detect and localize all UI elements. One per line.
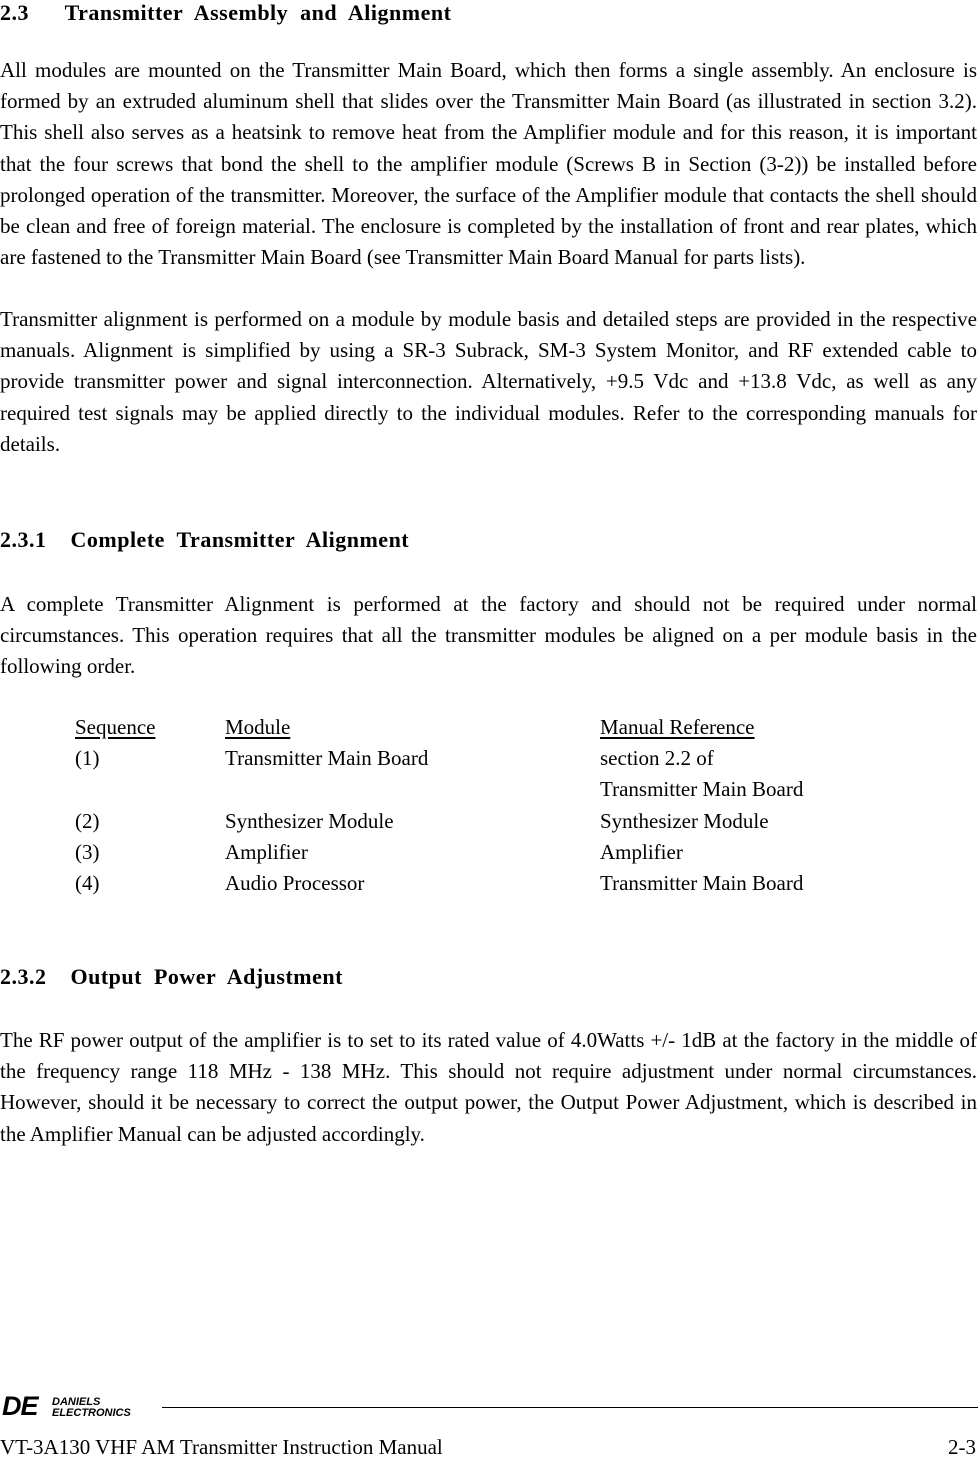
table-row [75,774,875,805]
table-cell-reference: Amplifier [600,839,683,864]
table-header-sequence: Sequence [75,715,156,739]
table-header-manual-reference: Manual Reference [600,715,755,739]
table-cell-reference: Synthesizer Module [600,808,769,833]
table-cell-reference: Transmitter Main Board [600,870,804,895]
table-cell-module: Synthesizer Module [225,808,394,833]
table-cell-sequence: (1) [75,746,100,771]
table-cell-reference: section 2.2 of [600,746,714,771]
table-cell-module: Amplifier [225,839,308,864]
table-cell-module: Transmitter Main Board [225,746,429,771]
table-cell-sequence: (3) [75,839,100,864]
logo-line-daniels: DANIELS [52,1396,101,1408]
logo-line-electronics: ELECTRONICS [52,1407,131,1419]
table-cell-reference: Transmitter Main Board [600,777,804,802]
paragraph-alignment: Transmitter alignment is performed on a module by module basis and detailed steps are provided in the respective manuals. Alignment is simplified by using a SR-3 Subrack, SM-3 System Monitor, and RF extended cable to provide transmitter power and signal interconnection. Alternatively, +9.5 Vdc and +13.8 Vdc, as well as any required test signals may be applied directly to the individual modules. Refer to the corresponding manuals for details. [0,307,977,456]
table-header-module: Module [225,715,291,739]
alignment-sequence-table [75,712,875,899]
section-heading-2-3-2: 2.3.2 Output Power Adjustment [0,964,343,989]
paragraph-complete-alignment: A complete Transmitter Alignment is performed at the factory and should not be required under normal circumstances. This operation requires that all the transmitter modules be aligned on a per module basis in the following order. [0,592,977,679]
table-row [75,743,875,774]
table-header-row [75,712,875,743]
table-row [75,868,875,899]
section-heading-2-3: 2.3 Transmitter Assembly and Alignment [0,0,452,25]
table-row [75,806,875,837]
paragraph-output-power: The RF power output of the amplifier is to set to its rated value of 4.0Watts +/- 1dB at the factory in the middle of the frequency range 118 MHz - 138 MHz. This should not require adjustment under normal circumstances. However, should it be necessary to correct the output power, the Output Power Adjustment, which is described in the Amplifier Manual can be adjusted accordingly. [0,1028,977,1146]
table-cell-sequence: (2) [75,808,100,833]
paragraph-assembly: All modules are mounted on the Transmitter Main Board, which then forms a single assembly. An enclosure is formed by an extruded aluminum shell that slides over the Transmitter Main Board (as illustrated in section 3.2). This shell also serves as a heatsink to remove heat from the Amplifier module and for this reason, it is important that the four screws that bond the shell to the amplifier module (Screws B in Section (3-2)) be installed before prolonged operation of the transmitter. Moreover, the surface of the Amplifier module that contacts the shell should be clean and free of foreign material. The enclosure is completed by the installation of front and rear plates, which are fastened to the Transmitter Main Board (see Transmitter Main Board Manual for parts lists). [0,58,977,270]
table-row [75,837,875,868]
daniels-electronics-logo [2,1390,162,1426]
section-heading-2-3-1: 2.3.1 Complete Transmitter Alignment [0,527,410,552]
table-cell-sequence: (4) [75,870,100,895]
table-cell-module: Audio Processor [225,870,365,895]
footer-manual-title: VT-3A130 VHF AM Transmitter Instruction Manual [0,1435,443,1459]
footer-page-number: 2-3 [948,1435,976,1459]
footer-rule [162,1407,978,1408]
logo-mark: DE [2,1391,38,1421]
